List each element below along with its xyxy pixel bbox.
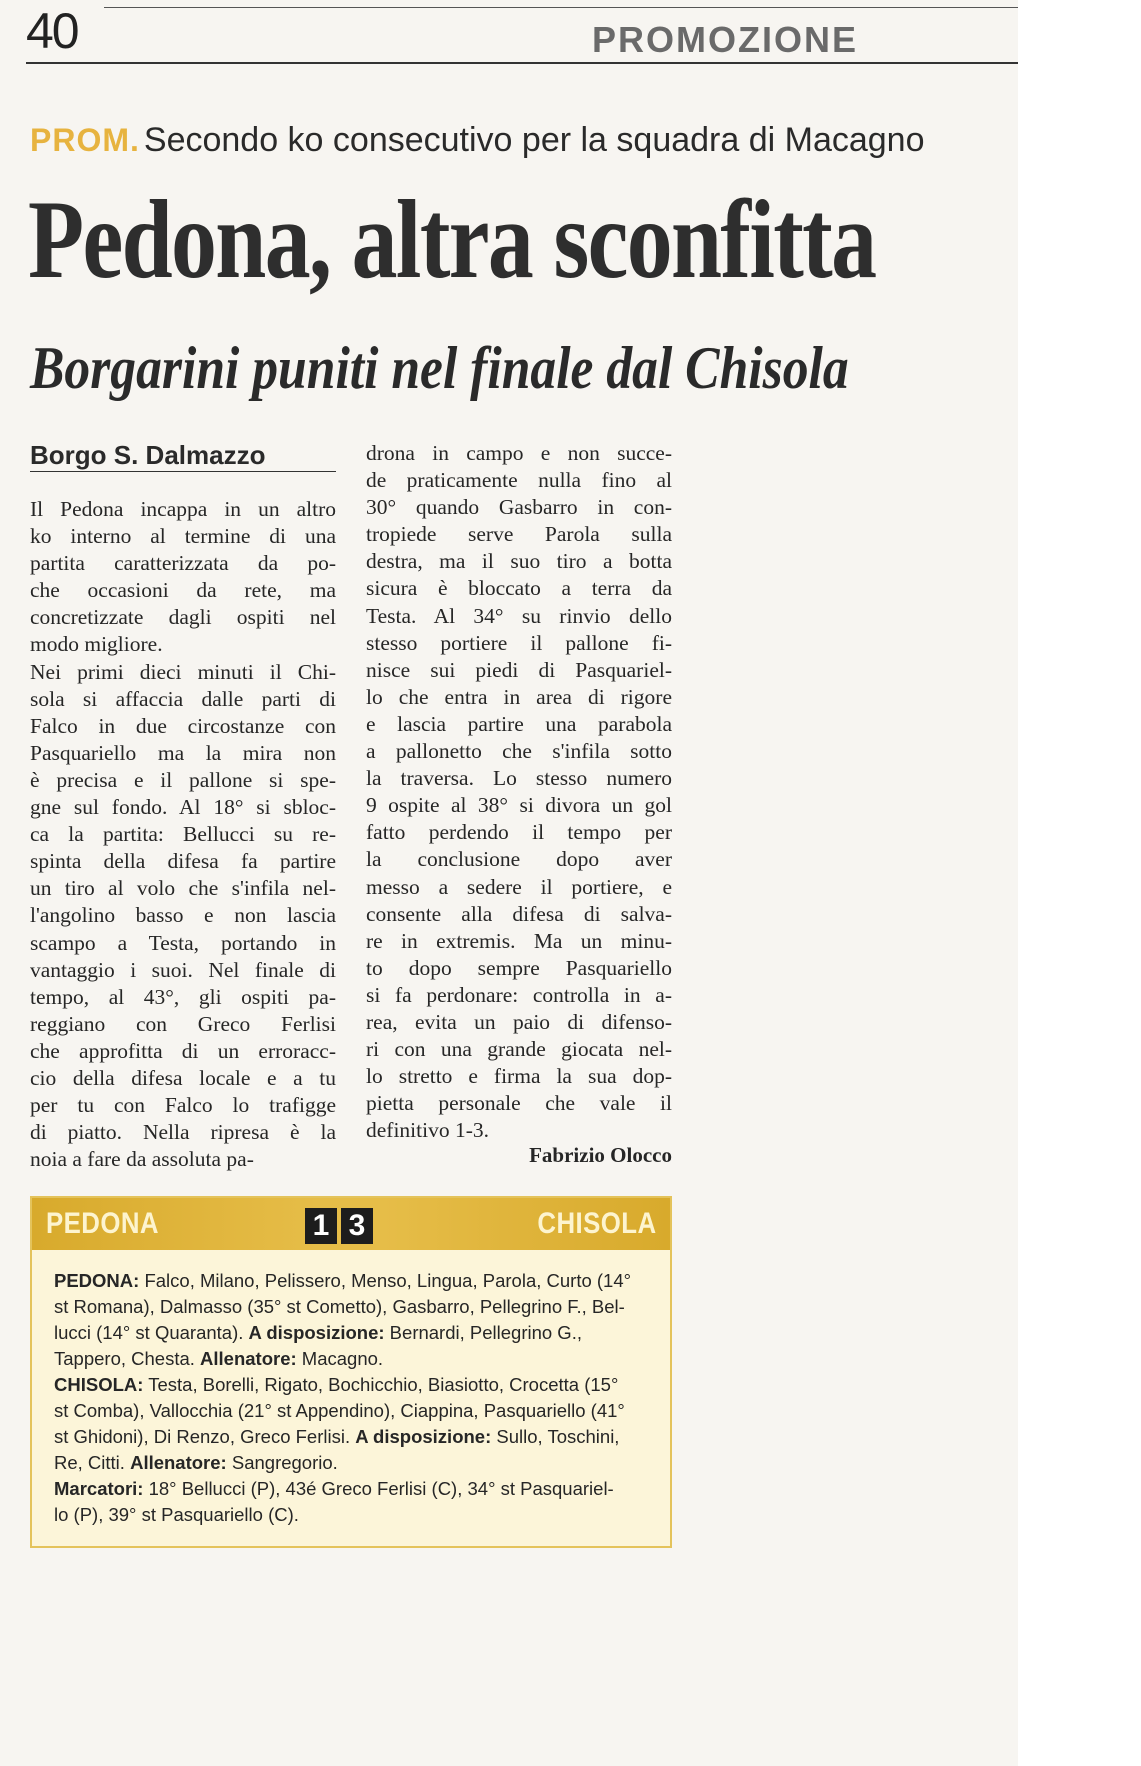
article-line: a pallonetto che s'infila sotto [366, 739, 672, 764]
article-line: la traversa. Lo stesso numero [366, 766, 672, 791]
header-rule-bottom [26, 62, 1018, 64]
lineup-text: Sangregorio. [226, 1452, 338, 1473]
article-line: la conclusione dopo aver [366, 847, 672, 872]
article-line: sicura è bloccato a terra da [366, 576, 672, 601]
article-line: l'angolino basso e non lascia [30, 903, 336, 928]
article-line: 9 ospite al 38° si divora un gol [366, 793, 672, 818]
lineup-text: lucci (14° st Quaranta). [54, 1322, 249, 1343]
lineup-label: A disposizione: [248, 1322, 385, 1343]
score-bar [32, 1198, 670, 1250]
dateline-rule [30, 471, 336, 472]
lineup-line [54, 1450, 654, 1476]
article-line: un tiro al volo che s'infila nel- [30, 876, 336, 901]
article-line: stesso portiere il pallone fi- [366, 630, 672, 655]
lineup-label: A disposizione: [355, 1426, 492, 1447]
article-line: messo a sedere il portiere, e [366, 874, 672, 899]
article-line: vantaggio i suoi. Nel finale di [30, 957, 336, 982]
lineup-line [54, 1502, 654, 1528]
article-line: che occasioni da rete, ma [30, 578, 336, 603]
kicker-text: Secondo ko consecutivo per la squadra di Macagno [143, 121, 925, 159]
article-line: tropiede serve Parola sulla [366, 522, 672, 547]
article-line: pietta personale che vale il [366, 1091, 672, 1116]
article-line: 30° quando Gasbarro in con- [366, 495, 672, 520]
article-line: rea, evita un paio di difenso- [366, 1009, 672, 1034]
article-line: ca la partita: Bellucci su re- [30, 822, 336, 847]
article-line: ri con una grande giocata nel- [366, 1037, 672, 1062]
lineup-text: Sullo, Toschini, [491, 1426, 620, 1447]
lineup-text: st Comba), Vallocchia (21° st Appendino), Ciappina, Pasquariello (41° [54, 1400, 625, 1421]
lineup-text: lo (P), 39° st Pasquariello (C). [54, 1504, 299, 1525]
article-line: lo che entra in area di rigore [366, 684, 672, 709]
lineup-label: CHISOLA: [54, 1374, 144, 1395]
lineup-label: Allenatore: [200, 1348, 297, 1369]
article-line: per tu con Falco lo trafigge [30, 1093, 336, 1118]
article-line: ko interno al termine di una [30, 524, 336, 549]
page-number: 40 [26, 3, 78, 59]
article-line: sola si affaccia dalle parti di [30, 686, 336, 711]
dateline: Borgo S. Dalmazzo [30, 440, 266, 470]
article-line: cio della difesa locale e a tu [30, 1065, 336, 1090]
article-line: consente alla difesa di salva- [366, 901, 672, 926]
article-line: nisce sui piedi di Pasquariel- [366, 657, 672, 682]
lineup-line [54, 1372, 654, 1398]
headline: Pedona, altra sconfitta [28, 178, 876, 302]
article-line: destra, ma il suo tiro a botta [366, 549, 672, 574]
lineup-text: 18° Bellucci (P), 43é Greco Ferlisi (C), 34° st Pasquariel- [143, 1478, 614, 1499]
header-rule-top [104, 7, 1018, 8]
lineup-label: Marcatori: [54, 1478, 144, 1499]
lineup-line [54, 1294, 654, 1320]
article-line: si fa perdonare: controlla in a- [366, 982, 672, 1007]
article-line: re in extremis. Ma un minu- [366, 928, 672, 953]
article-line: drona in campo e non succe- [366, 441, 672, 465]
article-column-right [366, 440, 672, 1144]
lineup-line [54, 1346, 654, 1372]
lineup-text: Re, Citti. [54, 1452, 131, 1473]
article-line: e lascia partire una parabola [366, 711, 672, 736]
article-line: Il Pedona incappa in un altro [30, 497, 336, 521]
lineup-text: Bernardi, Pellegrino G., [384, 1322, 582, 1343]
article-line: to dopo sempre Pasquariello [366, 955, 672, 980]
lineup-text: st Ghidoni), Di Renzo, Greco Ferlisi. [54, 1426, 356, 1447]
lineup-line [54, 1320, 654, 1346]
section-label: PROMOZIONE [592, 19, 859, 60]
article-line: che approfitta di un erroracc- [30, 1038, 336, 1063]
article-column-left [30, 496, 336, 1173]
article-line: di piatto. Nella ripresa è la [30, 1120, 336, 1145]
home-score: 1 [305, 1208, 337, 1244]
byline: Fabrizio Olocco [529, 1143, 672, 1167]
article-line: definitivo 1-3. [366, 1118, 490, 1143]
kicker-tag: PROM. [30, 122, 140, 158]
article-line: Falco in due circostanze con [30, 713, 336, 738]
score-box [30, 1196, 672, 1548]
article-line: scampo a Testa, portando in [30, 930, 336, 955]
lineup-label: Allenatore: [130, 1452, 227, 1473]
lineup-text: st Romana), Dalmasso (35° st Cometto), Gasbarro, Pellegrino F., Bel- [54, 1296, 625, 1317]
lineup-line [54, 1476, 654, 1502]
lineup-line [54, 1424, 654, 1450]
lineup-text: Macagno. [296, 1348, 384, 1369]
article-line: gne sul fondo. Al 18° si sbloc- [30, 795, 336, 820]
article-line: fatto perdendo il tempo per [366, 820, 672, 845]
article-line: de praticamente nulla fino al [366, 468, 672, 493]
article-line: spinta della difesa fa partire [30, 849, 336, 874]
article-line: è precisa e il pallone si spe- [30, 767, 336, 792]
article-line: reggiano con Greco Ferlisi [30, 1011, 336, 1036]
article-line: Pasquariello ma la mira non [30, 740, 336, 765]
article-line: lo stretto e firma la sua dop- [366, 1064, 672, 1089]
away-score: 3 [341, 1208, 373, 1244]
lineup-text: Testa, Borelli, Rigato, Bochicchio, Biasiotto, Crocetta (15° [143, 1374, 619, 1395]
lineup-text: Tappero, Chesta. [54, 1348, 201, 1369]
home-team-name: PEDONA [46, 1207, 159, 1240]
article-line: tempo, al 43°, gli ospiti pa- [30, 984, 336, 1009]
article-line: partita caratterizzata da po- [30, 551, 336, 576]
article-line: Nei primi dieci minuti il Chi- [30, 659, 336, 684]
lineup-line [54, 1268, 654, 1294]
article-line: concretizzate dagli ospiti nel [30, 605, 336, 630]
article-line: modo migliore. [30, 632, 163, 657]
lineup-text: Falco, Milano, Pelissero, Menso, Lingua, Parola, Curto (14° [139, 1270, 632, 1291]
article-line: Testa. Al 34° su rinvio dello [366, 603, 672, 628]
page-margin [1018, 0, 1141, 1766]
lineup-label: PEDONA: [54, 1270, 140, 1291]
article-line: noia a fare da assoluta pa- [30, 1147, 254, 1172]
lineups-text [54, 1268, 654, 1528]
subheadline: Borgarini puniti nel finale dal Chisola [30, 335, 849, 401]
lineup-line [54, 1398, 654, 1424]
kicker [30, 118, 925, 169]
away-team-name: CHISOLA [536, 1207, 656, 1240]
